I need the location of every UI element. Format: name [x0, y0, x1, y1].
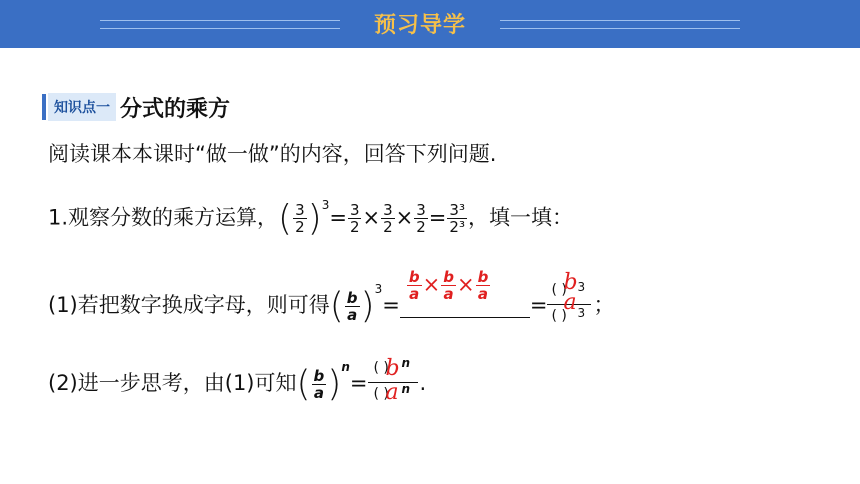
p1-base-fraction: $\frac{b}{a}$: [346, 288, 358, 324]
p1-handwritten-b: b: [563, 270, 578, 295]
q1-factor-1: $\frac{3}{2}$: [349, 201, 360, 236]
part-1: (1)若把数字换成字母，则可得( $\frac{b}{a}$ )$^3$= $\frac{b}{a}$ × $\frac{b}{a}$ × $\frac{b}{a}$ = ( ) 3 ( ) 3 b a ；: [48, 282, 614, 330]
part-2: (2)进一步思考，由(1)可知( $\frac{b}{a}$ )$^n$= ( ) n ( ) n b a .: [48, 360, 426, 408]
q1-base-fraction: $\frac{3}{2}$: [295, 201, 305, 236]
section-tag: 知识点一: [48, 93, 116, 121]
p1-handwritten-a: a: [563, 290, 577, 315]
p1-result-den-paren: ( ): [551, 308, 567, 324]
q1-times-2: ×: [395, 205, 414, 230]
p1-prefix: (1)若把数字换成字母，则可得: [48, 293, 330, 317]
q1-prefix: 1.观察分数的乘方运算，: [48, 205, 279, 230]
p2-result-den-paren: ( ): [373, 386, 389, 402]
p2-power: n: [341, 360, 350, 374]
p2-result-den-exp: n: [401, 382, 411, 396]
p1-end: ；: [593, 293, 615, 317]
p2-prefix: (2)进一步思考，由(1)可知: [48, 371, 297, 395]
knowledge-point-header: [42, 92, 230, 122]
p1-answer-factor-3: $\frac{b}{a}$: [477, 267, 489, 303]
p1-result-num-paren: ( ): [551, 282, 567, 298]
p2-paren-open: (: [296, 363, 311, 405]
p1-result-fraction: [547, 270, 593, 330]
p2-end: .: [419, 371, 427, 395]
p2-paren-close: ): [327, 363, 342, 405]
section-marker: [42, 94, 46, 120]
p1-answer-times-2: ×: [456, 272, 475, 296]
p2-result-num-paren: ( ): [373, 360, 389, 376]
p2-handwritten-b: b: [385, 356, 400, 381]
banner-rule-left-1: [100, 20, 340, 21]
intro-text: 阅读课本本课时“做一做”的内容，回答下列问题.: [48, 142, 497, 166]
p2-result-fraction: [368, 356, 420, 408]
p1-paren-open: (: [329, 285, 344, 327]
q1-paren-close: ): [307, 198, 322, 239]
p1-power: 3: [374, 282, 383, 296]
q1-times-1: ×: [362, 205, 381, 230]
section-heading: 分式的乘方: [120, 96, 231, 122]
q1-suffix: ，填一填：: [467, 205, 573, 230]
q1-power: 3: [321, 198, 330, 212]
banner-rule-left-2: [100, 28, 340, 29]
p1-answer-times-1: ×: [422, 272, 441, 296]
p1-answer-blank[interactable]: [400, 267, 530, 318]
p1-result-num-exp: 3: [577, 280, 586, 294]
p1-answer-factor-2: $\frac{b}{a}$: [443, 267, 454, 303]
banner-rule-right-2: [500, 28, 740, 29]
q1-paren-open: (: [278, 198, 293, 239]
banner-rule-right-1: [500, 20, 740, 21]
banner-title: 预习导学: [373, 13, 466, 38]
p1-paren-close: ): [360, 285, 375, 327]
p2-handwritten-a: a: [385, 380, 399, 405]
p2-result-num-exp: n: [401, 356, 411, 370]
header-banner: [0, 0, 860, 48]
p1-result-den-exp: 3: [577, 306, 586, 320]
p2-base-fraction: $\frac{b}{a}$: [313, 366, 325, 402]
q1-factor-2: $\frac{3}{2}$: [383, 201, 393, 236]
question-1: 1.观察分数的乘方运算，( $\frac{3}{2}$ )$^3$= $\frac{3}{2}$ × $\frac{3}{2}$ × $\frac{3}{2}$ = $\frac{\text{3³}}{\text{2³}}$ ，填一填：: [48, 198, 573, 239]
q1-result-fraction: $\frac{\text{3³}}{\text{2³}}$: [449, 201, 465, 236]
p1-answer-factor-1: $\frac{b}{a}$: [408, 267, 420, 303]
q1-factor-3: $\frac{3}{2}$: [416, 201, 426, 236]
